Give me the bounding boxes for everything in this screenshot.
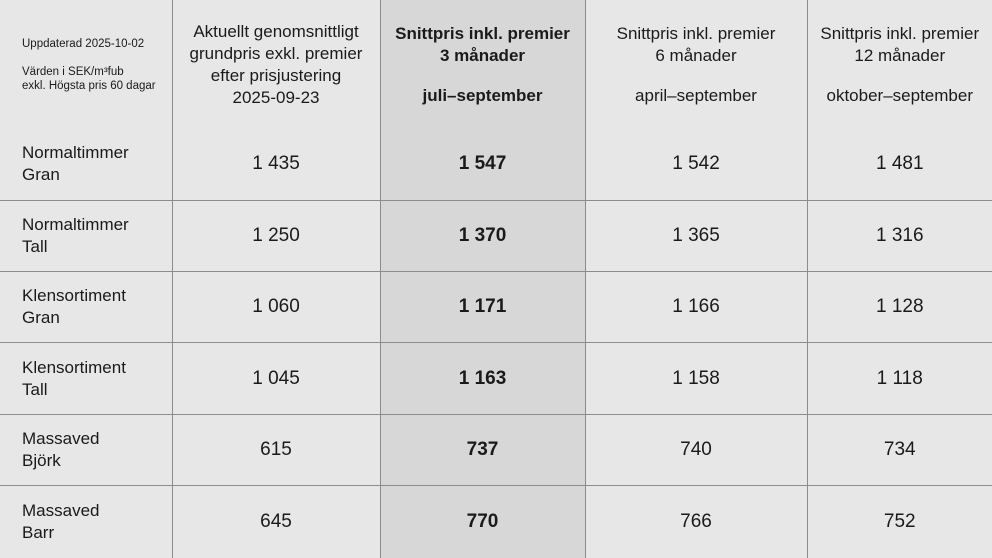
table-row xyxy=(0,343,992,414)
row-label: Massaved Björk xyxy=(0,414,172,485)
value-cell: 766 xyxy=(585,486,807,558)
value-cell-highlighted: 770 xyxy=(380,486,585,558)
row-label: Normaltimmer Gran xyxy=(0,129,172,200)
value-cell-highlighted: 1 370 xyxy=(380,200,585,271)
row-label: Klensortiment Tall xyxy=(0,343,172,414)
value-cell: 615 xyxy=(172,414,380,485)
period-label: juli–september xyxy=(422,85,543,105)
row-label: Normaltimmer Tall xyxy=(0,200,172,271)
value-cell: 1 481 xyxy=(807,129,992,200)
column-header-12-months: Snittpris inkl. premier 12 månader oktober–september xyxy=(807,0,992,129)
period-label: april–september xyxy=(635,85,757,105)
column-header-6-months: Snittpris inkl. premier 6 månader april–september xyxy=(585,0,807,129)
exclusion-note: exkl. Högsta pris 60 dagar xyxy=(22,79,156,92)
updated-date: Uppdaterad 2025-10-02 xyxy=(22,37,145,50)
value-cell: 1 250 xyxy=(172,200,380,271)
value-cell: 1 166 xyxy=(585,272,807,343)
value-cell: 734 xyxy=(807,414,992,485)
table-row xyxy=(0,414,992,485)
column-header-current-base-price: Aktuellt genomsnittligt grundpris exkl. premier efter prisjustering 2025-09-23 xyxy=(172,0,380,129)
table-row xyxy=(0,486,992,558)
table-info-cell xyxy=(0,0,172,129)
row-label: Massaved Barr xyxy=(0,486,172,558)
table-row xyxy=(0,200,992,271)
value-cell: 752 xyxy=(807,486,992,558)
period-label: oktober–september xyxy=(826,85,973,105)
value-cell-highlighted: 1 163 xyxy=(380,343,585,414)
value-cell-highlighted: 1 171 xyxy=(380,272,585,343)
value-cell: 1 435 xyxy=(172,129,380,200)
value-cell: 1 060 xyxy=(172,272,380,343)
value-cell: 1 365 xyxy=(585,200,807,271)
value-cell: 1 158 xyxy=(585,343,807,414)
header-row xyxy=(0,0,992,129)
row-label: Klensortiment Gran xyxy=(0,272,172,343)
table-row xyxy=(0,129,992,200)
value-cell: 1 542 xyxy=(585,129,807,200)
value-cell-highlighted: 737 xyxy=(380,414,585,485)
value-cell: 1 316 xyxy=(807,200,992,271)
value-cell: 1 045 xyxy=(172,343,380,414)
table-row xyxy=(0,272,992,343)
value-cell-highlighted: 1 547 xyxy=(380,129,585,200)
value-cell: 740 xyxy=(585,414,807,485)
value-cell: 1 128 xyxy=(807,272,992,343)
column-header-3-months: Snittpris inkl. premier 3 månader juli–september xyxy=(380,0,585,129)
units-note: Värden i SEK/m³fub xyxy=(22,65,124,78)
value-cell: 1 118 xyxy=(807,343,992,414)
value-cell: 645 xyxy=(172,486,380,558)
